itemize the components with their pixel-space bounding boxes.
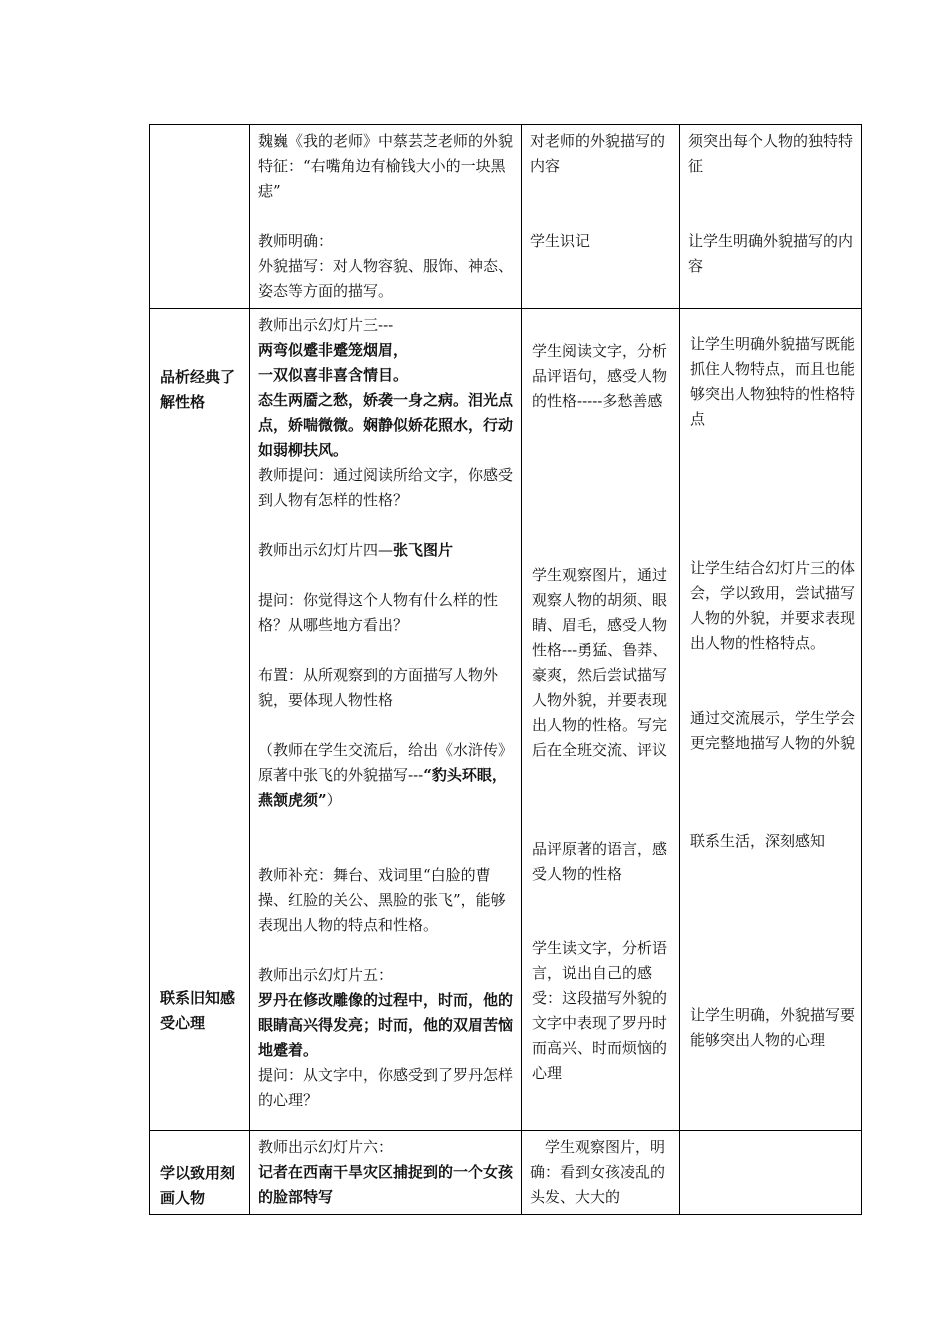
purpose-text: 让学生结合幻灯片三的体会，学以致用，尝试描写人物的外貌，并要求表现出人物的性格特点。 xyxy=(690,559,856,652)
content-text: 教师提问：通过阅读所给文字，你感受到人物有怎样的性格？ xyxy=(258,466,514,509)
purpose-cell xyxy=(680,125,862,309)
purpose-text: 通过交流展示，学生学会更完整地描写人物的外貌 xyxy=(690,709,856,752)
student-cell xyxy=(522,1131,680,1215)
content-cell xyxy=(250,125,522,309)
purpose-text: 联系生活，深刻感知 xyxy=(690,832,826,850)
content-text xyxy=(258,738,513,813)
content-text: 外貌描写：对人物容貌、服饰、神态、姿态等方面的描写。 xyxy=(258,257,514,300)
table-row xyxy=(150,309,862,1131)
content-text: 教师出示幻灯片三--- xyxy=(258,316,394,334)
stage-label: 品析经典了解性格 xyxy=(160,368,236,411)
content-text xyxy=(258,538,513,563)
table-row xyxy=(150,125,862,309)
quote-bold: “豹头环眼，燕颔虎须” xyxy=(258,766,507,809)
table-row xyxy=(150,1131,862,1215)
purpose-text: 让学生明确外貌描写的内容 xyxy=(688,232,854,275)
slide-title: 张飞图片 xyxy=(393,541,454,559)
stage-cell xyxy=(150,1131,250,1215)
content-text: （教师在学生交流后，给出《水浒传》原著中张飞的外貌描写--- xyxy=(258,741,514,784)
slide-quote: 两弯似蹙非蹙笼烟眉， 一双似喜非喜含情目。 态生两靥之愁，娇袭一身之病。泪光点点，娇喘微微。娴静似娇花照水，行动如弱柳扶风。 xyxy=(258,341,514,459)
stage-label: 学以致用刻画人物 xyxy=(160,1164,236,1207)
stage-label: 联系旧知感受心理 xyxy=(160,989,236,1032)
student-text: 学生观察图片，通过观察人物的胡须、眼睛、眉毛，感受人物性格---勇猛、鲁莽、豪爽，然后尝试描写人物外貌，并要表现出人物的性格。写完后在全班交流、评议 xyxy=(532,566,668,759)
student-cell xyxy=(522,125,680,309)
purpose-text: 让学生明确外貌描写既能抓住人物特点，而且也能够突出人物独特的性格特点 xyxy=(690,335,856,428)
purpose-text: 让学生明确，外貌描写要能够突出人物的心理 xyxy=(690,1006,856,1049)
lesson-plan-table xyxy=(149,124,862,1215)
student-text: 学生读文字，分析语言，说出自己的感受：这段描写外貌的文字中表现了罗丹时而高兴、时而烦恼的心理 xyxy=(532,939,668,1082)
slide-quote: 记者在西南干旱灾区捕捉到的一个女孩的脸部特写 xyxy=(258,1163,514,1206)
content-text: 教师出示幻灯片四— xyxy=(258,541,394,559)
student-text: 学生观察图片，明确：看到女孩凌乱的头发、大大的 xyxy=(530,1138,666,1206)
purpose-cell xyxy=(680,1131,862,1215)
student-cell xyxy=(522,309,680,1131)
content-cell xyxy=(250,309,522,1131)
student-text: 学生识记 xyxy=(530,232,591,250)
content-text: 教师出示幻灯片五： xyxy=(258,966,394,984)
content-text: 提问：你觉得这个人物有什么样的性格？从哪些地方看出？ xyxy=(258,591,499,634)
content-text: 提问：从文字中，你感受到了罗丹怎样的心理？ xyxy=(258,1066,514,1109)
content-text: 教师明确： xyxy=(258,232,334,250)
content-cell xyxy=(250,1131,522,1215)
purpose-text: 须突出每个人物的独特特征 xyxy=(688,132,854,175)
content-text: 教师出示幻灯片六： xyxy=(258,1138,394,1156)
purpose-cell xyxy=(680,309,862,1131)
content-text: 教师补充：舞台、戏词里“白脸的曹操、红脸的关公、黑脸的张飞”，能够表现出人物的特点和性格。 xyxy=(258,866,506,934)
stage-cell xyxy=(150,309,250,1131)
student-text: 学生阅读文字，分析品评语句，感受人物的性格-----多愁善感 xyxy=(532,342,668,410)
slide-quote: 罗丹在修改雕像的过程中，时而，他的眼睛高兴得发亮；时而，他的双眉苦恼地蹙着。 xyxy=(258,991,514,1059)
content-text: 布置：从所观察到的方面描写人物外貌，要体现人物性格 xyxy=(258,666,499,709)
content-text: ） xyxy=(326,791,342,809)
content-text: 魏巍《我的老师》中蔡芸芝老师的外貌特征：“右嘴角边有榆钱大小的一块黑痣” xyxy=(258,132,514,200)
stage-cell xyxy=(150,125,250,309)
student-text: 对老师的外貌描写的内容 xyxy=(530,132,666,175)
student-text: 品评原著的语言，感受人物的性格 xyxy=(532,840,668,883)
